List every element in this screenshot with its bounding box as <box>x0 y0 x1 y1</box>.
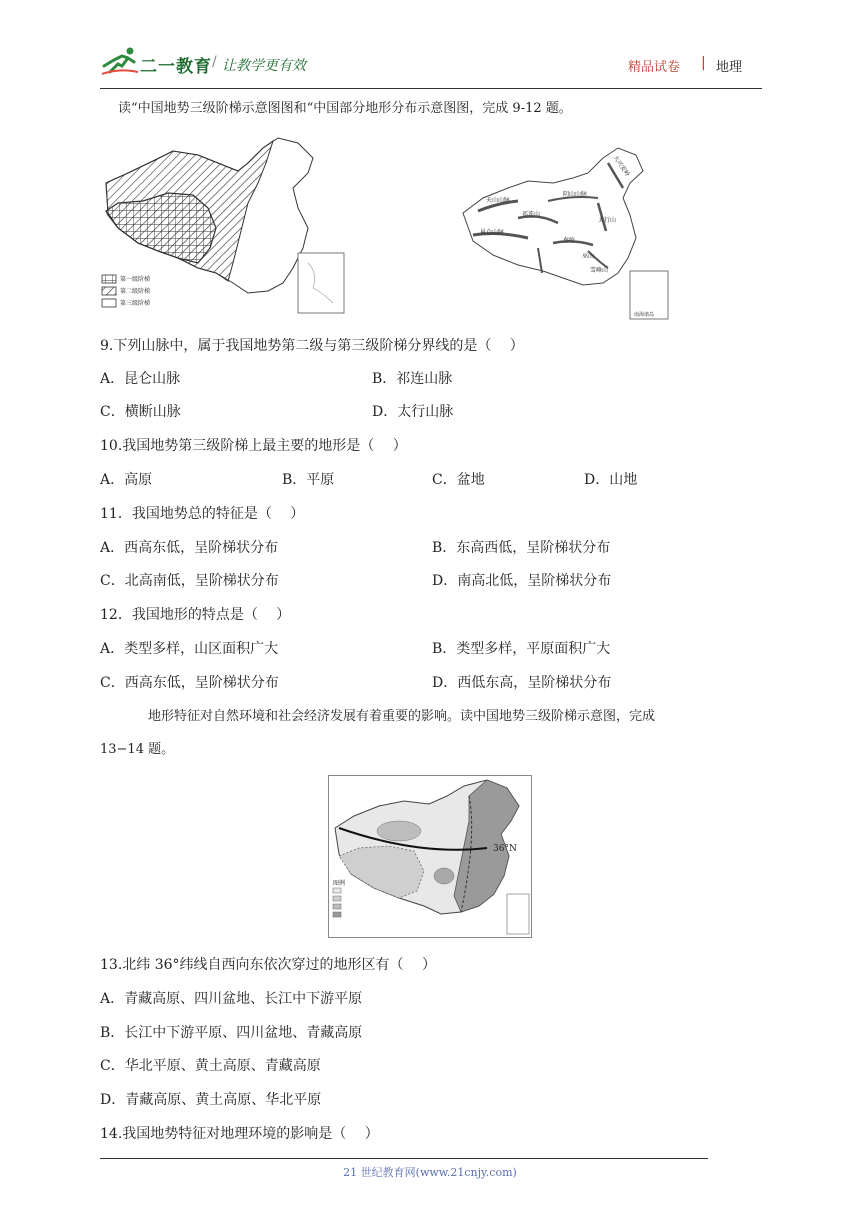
question-10-option-a: A．高原 <box>100 472 153 488</box>
question-9-option-a: A．昆仑山脉 <box>100 371 181 387</box>
question-13-option-a: A．青藏高原、四川盆地、长江中下游平原 <box>100 991 363 1007</box>
question-14-stem: 14.我国地势特征对地理环境的影响是（ ） <box>100 1126 379 1142</box>
question-11-option-b: B．东高西低，呈阶梯状分布 <box>432 540 611 556</box>
logo-text: 二一教育 <box>140 57 212 77</box>
intro-text-2-line-1: 地形特征对自然环境和社会经济发展有着重要的影响。读中国地势三级阶梯示意图，完成 <box>148 709 656 724</box>
question-13-option-c: C．华北平原、黄土高原、青藏高原 <box>100 1058 321 1074</box>
map-label: 祁连山 <box>522 211 541 218</box>
map-label: 巫山 <box>582 253 595 260</box>
question-12-option-d: D．西低东高，呈阶梯状分布 <box>432 675 612 691</box>
intro-text-2-line-2: 13−14 题。 <box>100 742 175 757</box>
slogan: 让教学更有效 <box>222 58 306 74</box>
map-label: 南海诸岛 <box>634 312 655 318</box>
question-9-option-d: D．太行山脉 <box>372 404 454 420</box>
terrain-steps-map <box>98 133 348 318</box>
legend-step-2: 第二级阶梯 <box>120 288 151 295</box>
map-label: 秦岭 <box>563 237 576 244</box>
question-11-option-a: A．西高东低，呈阶梯状分布 <box>100 540 279 556</box>
footer-link[interactable]: 21 世纪教育网(www.21cnjy.com) <box>343 1166 517 1179</box>
legend-step-3: 第三级阶梯 <box>120 300 151 307</box>
latitude-label: 36°N <box>493 844 517 854</box>
question-9-option-b: B．祁连山脉 <box>372 371 453 387</box>
map-label: 太行山 <box>598 217 617 224</box>
question-11-option-c: C．北高南低，呈阶梯状分布 <box>100 573 279 589</box>
question-10-option-d: D．山地 <box>584 472 638 488</box>
map-label: 昆仑山脉 <box>480 229 505 236</box>
question-12-option-a: A．类型多样，山区面积广大 <box>100 641 279 657</box>
question-10-option-b: B．平原 <box>282 472 335 488</box>
map-label: 天山山脉 <box>486 197 511 204</box>
question-11-option-d: D．南高北低，呈阶梯状分布 <box>432 573 612 589</box>
question-13-option-d: D．青藏高原、黄土高原、华北平原 <box>100 1092 322 1108</box>
latitude-36n-map <box>328 775 532 938</box>
question-12-option-c: C．西高东低，呈阶梯状分布 <box>100 675 279 691</box>
header-divider <box>100 88 762 89</box>
header <box>0 0 860 90</box>
footer-divider <box>100 1158 708 1159</box>
header-slash: / <box>212 54 217 70</box>
question-13-option-b: B．长江中下游平原、四川盆地、青藏高原 <box>100 1025 363 1041</box>
intro-text-1: 读“中国地势三级阶梯示意图图和“中国部分地形分布示意图图，完成 9-12 题。 <box>118 101 572 116</box>
legend-step-1: 第一级阶梯 <box>120 276 151 283</box>
question-10-option-c: C．盆地 <box>432 472 485 488</box>
map-label: 阴山山脉 <box>563 191 588 198</box>
question-10-stem: 10.我国地势第三级阶梯上最主要的地形是（ ） <box>100 438 407 454</box>
runner-logo-icon <box>100 46 140 76</box>
map-label: 雪峰山 <box>590 267 609 274</box>
quality-tag: 精品试卷 <box>628 60 681 75</box>
question-9-stem: 9.下列山脉中，属于我国地势第二级与第三级阶梯分界线的是（ ） <box>100 338 524 354</box>
map-label: 大兴安岭 <box>611 154 631 178</box>
map3-legend-title: 图例 <box>333 880 346 887</box>
subject-label: 地理 <box>716 60 743 75</box>
question-13-stem: 13.北纬 36°纬线自西向东依次穿过的地形区有（ ） <box>100 957 436 973</box>
question-12-stem: 12．我国地形的特点是（ ） <box>100 607 291 623</box>
landform-distribution-map <box>458 143 673 323</box>
question-12-option-b: B．类型多样，平原面积广大 <box>432 641 611 657</box>
tag-separator: | <box>701 55 706 71</box>
question-11-stem: 11．我国地势总的特征是（ ） <box>100 506 305 522</box>
question-9-option-c: C．横断山脉 <box>100 404 181 420</box>
